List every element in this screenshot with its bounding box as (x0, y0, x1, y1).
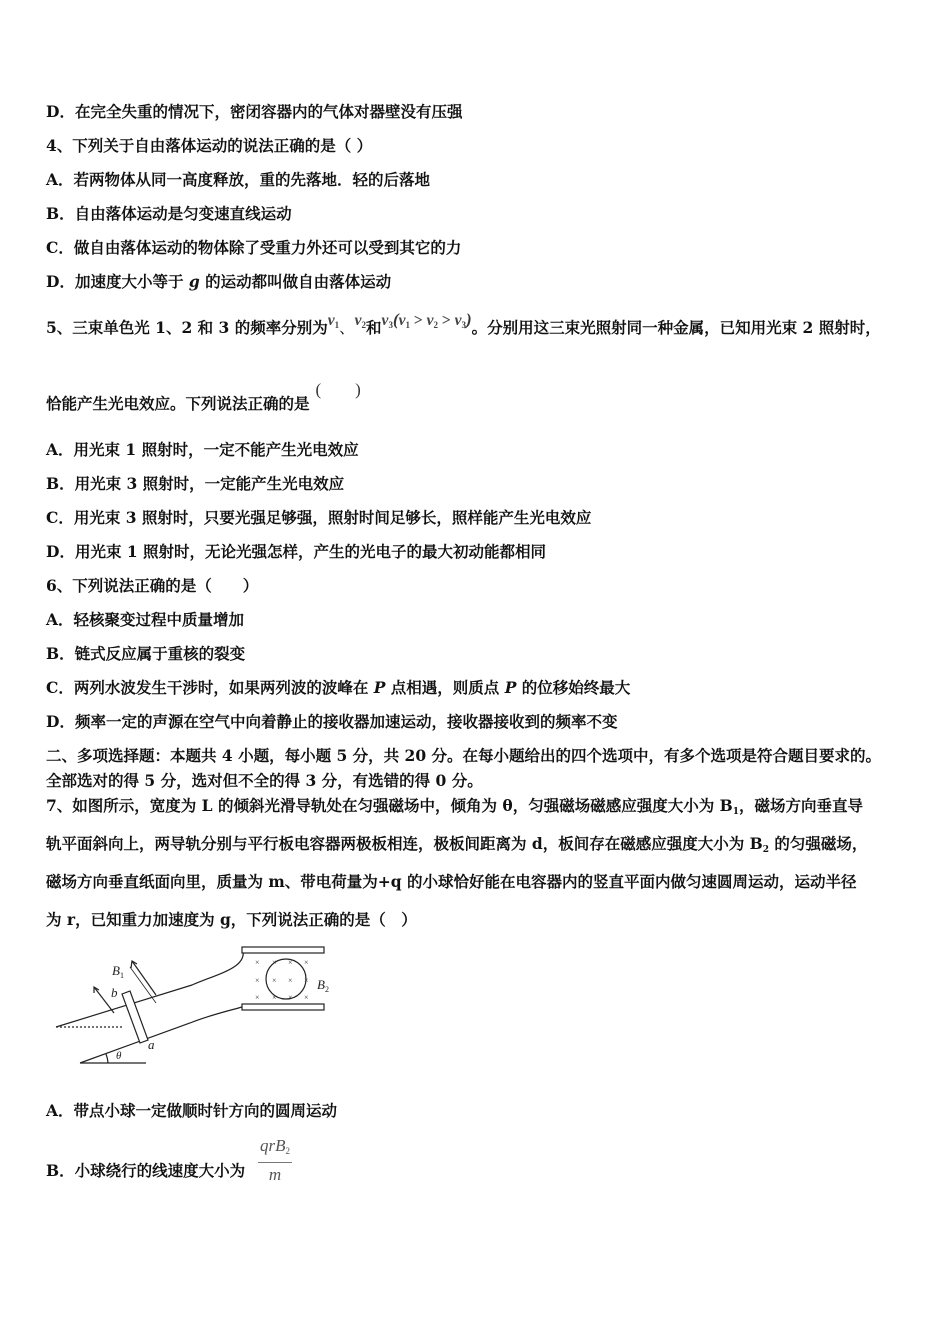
svg-text:×: × (304, 976, 309, 985)
q3-option-d: D．在完全失重的情况下，密闭容器内的气体对器壁没有压强 (46, 102, 463, 121)
label-b: b (111, 985, 118, 1000)
q4-option-c: C．做自由落体运动的物体除了受重力外还可以受到其它的力 (46, 238, 462, 257)
q7-line3: 磁场方向垂直纸面向里，质量为 m、带电荷量为+q 的小球恰好能在电容器内的竖直平面内做匀速圆周运动，运动半径 (46, 872, 857, 891)
b1-arrow (132, 961, 156, 995)
answer-blank: ( ) (315, 380, 361, 399)
q6-option-d: D．频率一定的声源在空气中向着静止的接收器加速运动，接收器接收到的频率不变 (46, 712, 618, 731)
section2-line2: 全部选对的得 5 分，选对但不全的得 3 分，有选错的得 0 分。 (46, 771, 483, 790)
section2-line1: 二、多项选择题：本题共 4 小题，每小题 5 分，共 20 分。在每小题给出的四个选项中，有多个选项是符合题目要求的。 (46, 746, 882, 765)
q6-option-a: A．轻核聚变过程中质量增加 (46, 610, 245, 629)
freq-v2: $v_2$ (354, 312, 367, 330)
svg-text:×: × (288, 958, 293, 967)
q4-option-b: B．自由落体运动是匀变速直线运动 (46, 204, 292, 223)
svg-text:×: × (288, 976, 293, 985)
q7-option-a: A．带点小球一定做顺时针方向的圆周运动 (46, 1101, 338, 1120)
q5-option-c: C．用光束 3 照射时，只要光强足够强，照射时间足够长，照样能产生光电效应 (46, 508, 592, 527)
b1-arrow-2 (130, 967, 156, 1003)
q5-option-b: B．用光束 3 照射时，一定能产生光电效应 (46, 474, 345, 493)
q7-line2: 轨平面斜向上，两导轨分别与平行板电容器两极板相连，极板间距离为 d，板间存在磁感应强度大小为 $B_2$ 的匀强磁场， (46, 834, 868, 855)
label-a: a (148, 1037, 155, 1052)
lower-rail (80, 1007, 242, 1063)
q4-option-d: D．加速度大小等于 g 的运动都叫做自由落体运动 (46, 272, 392, 291)
q5-stem-line2: 恰能产生光电效应。下列说法正确的是( ) (46, 380, 361, 413)
q6-option-b: B．链式反应属于重核的裂变 (46, 644, 246, 663)
capacitor-bottom-plate (242, 1004, 324, 1010)
svg-text:×: × (304, 958, 309, 967)
svg-text:×: × (288, 993, 293, 1002)
q7-figure (50, 945, 350, 1070)
svg-text:×: × (255, 976, 260, 985)
svg-text:×: × (272, 976, 277, 985)
svg-text:×: × (272, 993, 277, 1002)
q7-line1: 7、如图所示，宽度为 L 的倾斜光滑导轨处在匀强磁场中，倾角为 θ，匀强磁场磁感应强度大小为 $B_1$，磁场方向垂直导 (46, 796, 863, 817)
capacitor-top-plate (242, 947, 324, 953)
sliding-rod (122, 991, 148, 1043)
svg-text:×: × (255, 958, 260, 967)
label-theta: θ (116, 1050, 122, 1062)
q5-stem: 5、三束单色光 1、2 和 3 的频率分别为$v_1$、$v_2$和$v_3(v_1 > v_2 > v_3)$。分别用这三束光照射同一种金属，已知用光束 2 照射时， (46, 310, 881, 337)
freq-v1: $v_1$ (327, 312, 340, 330)
q7-option-b: B．小球绕行的线速度大小为 (46, 1161, 246, 1180)
label-b1: $B_1$ (112, 963, 124, 980)
svg-text:×: × (304, 993, 309, 1002)
q7-line4: 为 r，已知重力加速度为 g，下列说法正确的是（ ） (46, 910, 417, 929)
q5-option-d: D．用光束 1 照射时，无论光强怎样，产生的光电子的最大初动能都相同 (46, 542, 547, 561)
q5-option-a: A．用光束 1 照射时，一定不能产生光电效应 (46, 440, 359, 459)
freq-condition: $v_3(v_1 > v_2 > v_3)$ (381, 310, 472, 330)
angle-arc (106, 1054, 108, 1063)
q4-stem: 4、下列关于自由落体运动的说法正确的是（ ） (46, 136, 373, 155)
velocity-fraction: qrB$_2$ m (260, 1136, 290, 1184)
svg-text:×: × (272, 958, 277, 967)
svg-text:×: × (255, 993, 260, 1002)
label-b2: $B_2$ (317, 977, 329, 994)
q6-stem: 6、下列说法正确的是（ ） (46, 576, 259, 595)
q6-option-c: C．两列水波发生干涉时，如果两列波的波峰在 P 点相遇，则质点 P 的位移始终最大 (46, 678, 631, 697)
q4-option-a: A．若两物体从同一高度释放，重的先落地．轻的后落地 (46, 170, 431, 189)
